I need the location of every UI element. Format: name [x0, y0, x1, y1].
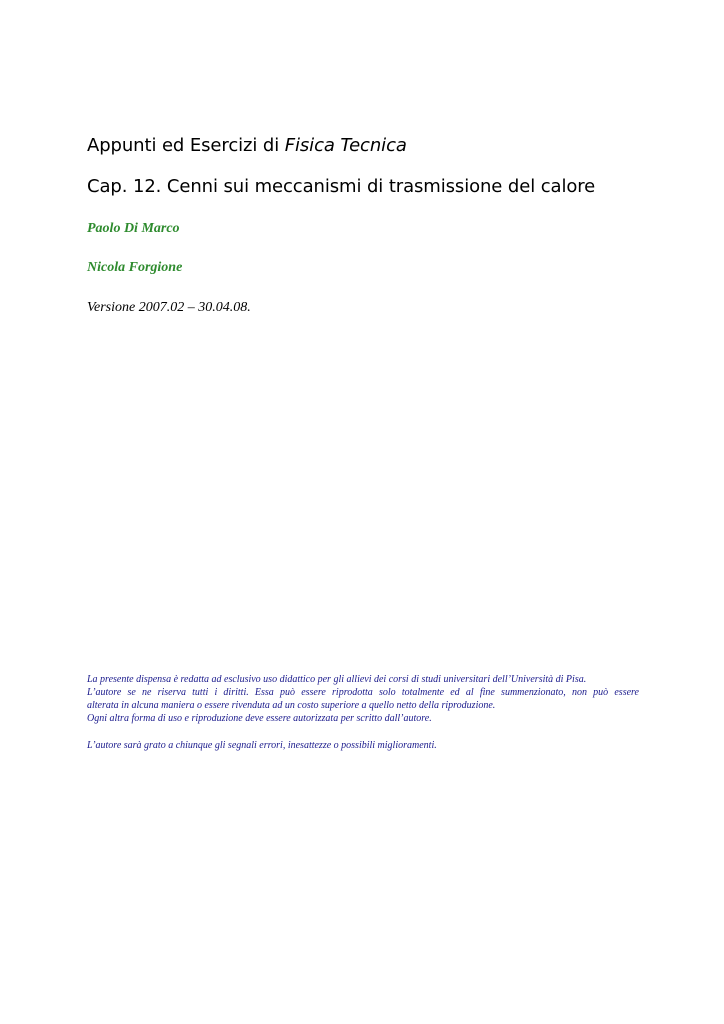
notice-line: alterata in alcuna maniera o essere rivenduta ad un costo superiore a quello netto della riproduzione.	[87, 700, 496, 711]
feedback-note: L’autore sarà grato a chiunque gli segnali errori, inesattezze o possibili miglioramenti.	[87, 740, 437, 751]
title-prefix: Appunti ed Esercizi di	[87, 135, 285, 156]
title-subject: Fisica Tecnica	[284, 135, 407, 156]
notice-line: L’autore se ne riserva tutti i diritti. Essa può essere riprodotta solo totalmente ed al fine summenzionato, non può essere	[87, 687, 639, 698]
chapter-title: Cap. 12. Cenni sui meccanismi di trasmissione del calore	[87, 176, 596, 197]
version-label: Versione 2007.02 – 30.04.08.	[87, 300, 251, 315]
author-name: Paolo Di Marco	[87, 221, 180, 236]
document-title	[87, 135, 407, 156]
author-name: Nicola Forgione	[87, 260, 183, 275]
copyright-notice	[87, 673, 639, 725]
notice-line: La presente dispensa è redatta ad esclusivo uso didattico per gli allievi dei corsi di studi universitari dell’Università di Pisa.	[87, 674, 587, 685]
notice-line: Ogni altra forma di uso e riproduzione deve essere autorizzata per scritto dall’autore.	[87, 713, 432, 724]
